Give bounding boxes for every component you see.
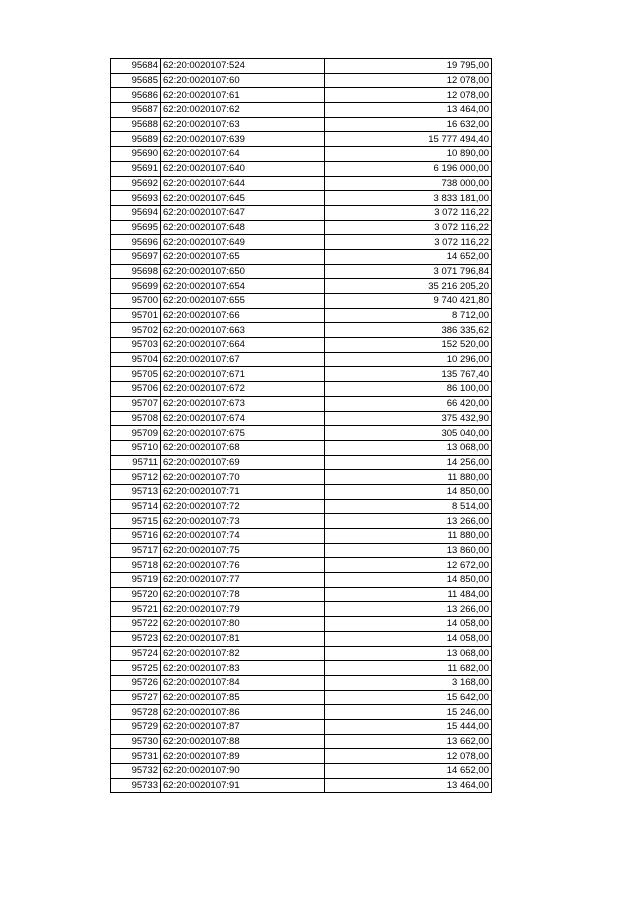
row-number-cell: 95720 bbox=[111, 587, 161, 602]
value-cell: 3 071 796,84 bbox=[325, 264, 492, 279]
cadastral-number-cell: 62:20:0020107:91 bbox=[161, 778, 325, 793]
value-cell: 14 652,00 bbox=[325, 249, 492, 264]
cadastral-number-cell: 62:20:0020107:85 bbox=[161, 690, 325, 705]
value-cell: 14 058,00 bbox=[325, 617, 492, 632]
value-cell: 13 068,00 bbox=[325, 646, 492, 661]
value-cell: 305 040,00 bbox=[325, 426, 492, 441]
cadastral-number-cell: 62:20:0020107:74 bbox=[161, 529, 325, 544]
row-number-cell: 95719 bbox=[111, 573, 161, 588]
value-cell: 3 833 181,00 bbox=[325, 191, 492, 206]
cadastral-number-cell: 62:20:0020107:88 bbox=[161, 734, 325, 749]
table-row bbox=[111, 59, 492, 74]
cadastral-number-cell: 62:20:0020107:84 bbox=[161, 675, 325, 690]
row-number-cell: 95684 bbox=[111, 59, 161, 74]
value-cell: 13 860,00 bbox=[325, 543, 492, 558]
value-cell: 14 058,00 bbox=[325, 631, 492, 646]
row-number-cell: 95726 bbox=[111, 675, 161, 690]
table-row bbox=[111, 161, 492, 176]
cadastral-number-cell: 62:20:0020107:650 bbox=[161, 264, 325, 279]
table-row bbox=[111, 249, 492, 264]
cadastral-number-cell: 62:20:0020107:83 bbox=[161, 661, 325, 676]
table-row bbox=[111, 646, 492, 661]
row-number-cell: 95710 bbox=[111, 440, 161, 455]
table-row bbox=[111, 73, 492, 88]
row-number-cell: 95685 bbox=[111, 73, 161, 88]
cadastral-number-cell: 62:20:0020107:77 bbox=[161, 573, 325, 588]
row-number-cell: 95723 bbox=[111, 631, 161, 646]
cadastral-number-cell: 62:20:0020107:66 bbox=[161, 308, 325, 323]
table-row bbox=[111, 103, 492, 118]
row-number-cell: 95725 bbox=[111, 661, 161, 676]
cadastral-number-cell: 62:20:0020107:68 bbox=[161, 440, 325, 455]
value-cell: 8 514,00 bbox=[325, 499, 492, 514]
table-row bbox=[111, 719, 492, 734]
cadastral-number-cell: 62:20:0020107:62 bbox=[161, 103, 325, 118]
row-number-cell: 95714 bbox=[111, 499, 161, 514]
value-cell: 152 520,00 bbox=[325, 338, 492, 353]
table-row bbox=[111, 587, 492, 602]
table-row bbox=[111, 749, 492, 764]
table-row bbox=[111, 558, 492, 573]
table-row bbox=[111, 382, 492, 397]
value-cell: 12 078,00 bbox=[325, 749, 492, 764]
cadastral-number-cell: 62:20:0020107:640 bbox=[161, 161, 325, 176]
cadastral-number-cell: 62:20:0020107:644 bbox=[161, 176, 325, 191]
row-number-cell: 95706 bbox=[111, 382, 161, 397]
value-cell: 738 000,00 bbox=[325, 176, 492, 191]
row-number-cell: 95727 bbox=[111, 690, 161, 705]
row-number-cell: 95688 bbox=[111, 117, 161, 132]
cadastral-number-cell: 62:20:0020107:524 bbox=[161, 59, 325, 74]
row-number-cell: 95709 bbox=[111, 426, 161, 441]
value-cell: 13 464,00 bbox=[325, 103, 492, 118]
row-number-cell: 95687 bbox=[111, 103, 161, 118]
cadastral-number-cell: 62:20:0020107:90 bbox=[161, 764, 325, 779]
table-row bbox=[111, 543, 492, 558]
table-row bbox=[111, 176, 492, 191]
table-row bbox=[111, 514, 492, 529]
row-number-cell: 95689 bbox=[111, 132, 161, 147]
table-row bbox=[111, 396, 492, 411]
table-row bbox=[111, 279, 492, 294]
table-row bbox=[111, 220, 492, 235]
row-number-cell: 95705 bbox=[111, 367, 161, 382]
value-cell: 19 795,00 bbox=[325, 59, 492, 74]
table-row bbox=[111, 631, 492, 646]
table-row bbox=[111, 529, 492, 544]
value-cell: 9 740 421,80 bbox=[325, 294, 492, 309]
row-number-cell: 95729 bbox=[111, 719, 161, 734]
cadastral-number-cell: 62:20:0020107:78 bbox=[161, 587, 325, 602]
value-cell: 375 432,90 bbox=[325, 411, 492, 426]
cadastral-number-cell: 62:20:0020107:72 bbox=[161, 499, 325, 514]
row-number-cell: 95713 bbox=[111, 484, 161, 499]
row-number-cell: 95707 bbox=[111, 396, 161, 411]
row-number-cell: 95733 bbox=[111, 778, 161, 793]
row-number-cell: 95722 bbox=[111, 617, 161, 632]
value-cell: 13 266,00 bbox=[325, 602, 492, 617]
value-cell: 13 266,00 bbox=[325, 514, 492, 529]
value-cell: 13 068,00 bbox=[325, 440, 492, 455]
cadastral-number-cell: 62:20:0020107:89 bbox=[161, 749, 325, 764]
row-number-cell: 95696 bbox=[111, 235, 161, 250]
table-row bbox=[111, 323, 492, 338]
row-number-cell: 95712 bbox=[111, 470, 161, 485]
value-cell: 386 335,62 bbox=[325, 323, 492, 338]
table-row bbox=[111, 88, 492, 103]
table-row bbox=[111, 132, 492, 147]
row-number-cell: 95701 bbox=[111, 308, 161, 323]
value-cell: 10 890,00 bbox=[325, 147, 492, 162]
cadastral-number-cell: 62:20:0020107:663 bbox=[161, 323, 325, 338]
table-row bbox=[111, 499, 492, 514]
row-number-cell: 95717 bbox=[111, 543, 161, 558]
row-number-cell: 95724 bbox=[111, 646, 161, 661]
row-number-cell: 95698 bbox=[111, 264, 161, 279]
value-cell: 35 216 205,20 bbox=[325, 279, 492, 294]
table-row bbox=[111, 764, 492, 779]
cadastral-number-cell: 62:20:0020107:655 bbox=[161, 294, 325, 309]
table-row bbox=[111, 191, 492, 206]
table-row bbox=[111, 455, 492, 470]
value-cell: 14 256,00 bbox=[325, 455, 492, 470]
cadastral-number-cell: 62:20:0020107:64 bbox=[161, 147, 325, 162]
cadastral-number-cell: 62:20:0020107:639 bbox=[161, 132, 325, 147]
table-row bbox=[111, 484, 492, 499]
value-cell: 66 420,00 bbox=[325, 396, 492, 411]
row-number-cell: 95694 bbox=[111, 205, 161, 220]
table-row bbox=[111, 440, 492, 455]
row-number-cell: 95692 bbox=[111, 176, 161, 191]
table-row bbox=[111, 734, 492, 749]
value-cell: 11 484,00 bbox=[325, 587, 492, 602]
cadastral-number-cell: 62:20:0020107:67 bbox=[161, 352, 325, 367]
row-number-cell: 95699 bbox=[111, 279, 161, 294]
cadastral-number-cell: 62:20:0020107:81 bbox=[161, 631, 325, 646]
table-row bbox=[111, 690, 492, 705]
table-row bbox=[111, 602, 492, 617]
cadastral-number-cell: 62:20:0020107:673 bbox=[161, 396, 325, 411]
row-number-cell: 95697 bbox=[111, 249, 161, 264]
row-number-cell: 95728 bbox=[111, 705, 161, 720]
cadastral-number-cell: 62:20:0020107:65 bbox=[161, 249, 325, 264]
row-number-cell: 95731 bbox=[111, 749, 161, 764]
value-cell: 3 072 116,22 bbox=[325, 235, 492, 250]
row-number-cell: 95715 bbox=[111, 514, 161, 529]
row-number-cell: 95693 bbox=[111, 191, 161, 206]
value-cell: 15 642,00 bbox=[325, 690, 492, 705]
value-cell: 11 682,00 bbox=[325, 661, 492, 676]
table-row bbox=[111, 147, 492, 162]
table-row bbox=[111, 705, 492, 720]
cadastral-number-cell: 62:20:0020107:82 bbox=[161, 646, 325, 661]
value-cell: 14 850,00 bbox=[325, 573, 492, 588]
cadastral-number-cell: 62:20:0020107:70 bbox=[161, 470, 325, 485]
cadastral-number-cell: 62:20:0020107:86 bbox=[161, 705, 325, 720]
value-cell: 8 712,00 bbox=[325, 308, 492, 323]
cadastral-number-cell: 62:20:0020107:664 bbox=[161, 338, 325, 353]
table-row bbox=[111, 367, 492, 382]
table-row bbox=[111, 778, 492, 793]
table-row bbox=[111, 205, 492, 220]
cadastral-number-cell: 62:20:0020107:672 bbox=[161, 382, 325, 397]
cadastral-value-table bbox=[110, 58, 492, 793]
value-cell: 3 072 116,22 bbox=[325, 205, 492, 220]
row-number-cell: 95703 bbox=[111, 338, 161, 353]
value-cell: 13 464,00 bbox=[325, 778, 492, 793]
value-cell: 11 880,00 bbox=[325, 470, 492, 485]
row-number-cell: 95730 bbox=[111, 734, 161, 749]
table-row bbox=[111, 117, 492, 132]
table-row bbox=[111, 573, 492, 588]
row-number-cell: 95716 bbox=[111, 529, 161, 544]
row-number-cell: 95690 bbox=[111, 147, 161, 162]
table-row bbox=[111, 661, 492, 676]
table-row bbox=[111, 411, 492, 426]
cadastral-number-cell: 62:20:0020107:654 bbox=[161, 279, 325, 294]
value-cell: 13 662,00 bbox=[325, 734, 492, 749]
value-cell: 16 632,00 bbox=[325, 117, 492, 132]
table-row bbox=[111, 264, 492, 279]
table-row bbox=[111, 675, 492, 690]
value-cell: 14 850,00 bbox=[325, 484, 492, 499]
table-row bbox=[111, 294, 492, 309]
value-cell: 14 652,00 bbox=[325, 764, 492, 779]
value-cell: 10 296,00 bbox=[325, 352, 492, 367]
cadastral-number-cell: 62:20:0020107:647 bbox=[161, 205, 325, 220]
row-number-cell: 95704 bbox=[111, 352, 161, 367]
cadastral-number-cell: 62:20:0020107:648 bbox=[161, 220, 325, 235]
cadastral-number-cell: 62:20:0020107:80 bbox=[161, 617, 325, 632]
cadastral-number-cell: 62:20:0020107:60 bbox=[161, 73, 325, 88]
cadastral-number-cell: 62:20:0020107:63 bbox=[161, 117, 325, 132]
row-number-cell: 95700 bbox=[111, 294, 161, 309]
value-cell: 15 777 494,40 bbox=[325, 132, 492, 147]
row-number-cell: 95732 bbox=[111, 764, 161, 779]
row-number-cell: 95721 bbox=[111, 602, 161, 617]
value-cell: 3 168,00 bbox=[325, 675, 492, 690]
cadastral-number-cell: 62:20:0020107:674 bbox=[161, 411, 325, 426]
cadastral-number-cell: 62:20:0020107:76 bbox=[161, 558, 325, 573]
cadastral-number-cell: 62:20:0020107:73 bbox=[161, 514, 325, 529]
value-cell: 135 767,40 bbox=[325, 367, 492, 382]
value-cell: 6 196 000,00 bbox=[325, 161, 492, 176]
cadastral-number-cell: 62:20:0020107:79 bbox=[161, 602, 325, 617]
cadastral-number-cell: 62:20:0020107:69 bbox=[161, 455, 325, 470]
table-row bbox=[111, 426, 492, 441]
table-row bbox=[111, 352, 492, 367]
row-number-cell: 95686 bbox=[111, 88, 161, 103]
row-number-cell: 95718 bbox=[111, 558, 161, 573]
cadastral-number-cell: 62:20:0020107:87 bbox=[161, 719, 325, 734]
cadastral-number-cell: 62:20:0020107:71 bbox=[161, 484, 325, 499]
row-number-cell: 95702 bbox=[111, 323, 161, 338]
cadastral-number-cell: 62:20:0020107:671 bbox=[161, 367, 325, 382]
row-number-cell: 95691 bbox=[111, 161, 161, 176]
row-number-cell: 95711 bbox=[111, 455, 161, 470]
value-cell: 86 100,00 bbox=[325, 382, 492, 397]
value-cell: 12 078,00 bbox=[325, 88, 492, 103]
table-body bbox=[111, 59, 492, 793]
row-number-cell: 95708 bbox=[111, 411, 161, 426]
value-cell: 15 444,00 bbox=[325, 719, 492, 734]
value-cell: 15 246,00 bbox=[325, 705, 492, 720]
cadastral-number-cell: 62:20:0020107:75 bbox=[161, 543, 325, 558]
value-cell: 12 672,00 bbox=[325, 558, 492, 573]
table-row bbox=[111, 338, 492, 353]
row-number-cell: 95695 bbox=[111, 220, 161, 235]
table-row bbox=[111, 308, 492, 323]
table-row bbox=[111, 617, 492, 632]
table-row bbox=[111, 470, 492, 485]
cadastral-number-cell: 62:20:0020107:649 bbox=[161, 235, 325, 250]
value-cell: 3 072 116,22 bbox=[325, 220, 492, 235]
table-row bbox=[111, 235, 492, 250]
cadastral-number-cell: 62:20:0020107:675 bbox=[161, 426, 325, 441]
cadastral-number-cell: 62:20:0020107:645 bbox=[161, 191, 325, 206]
cadastral-number-cell: 62:20:0020107:61 bbox=[161, 88, 325, 103]
value-cell: 12 078,00 bbox=[325, 73, 492, 88]
value-cell: 11 880,00 bbox=[325, 529, 492, 544]
